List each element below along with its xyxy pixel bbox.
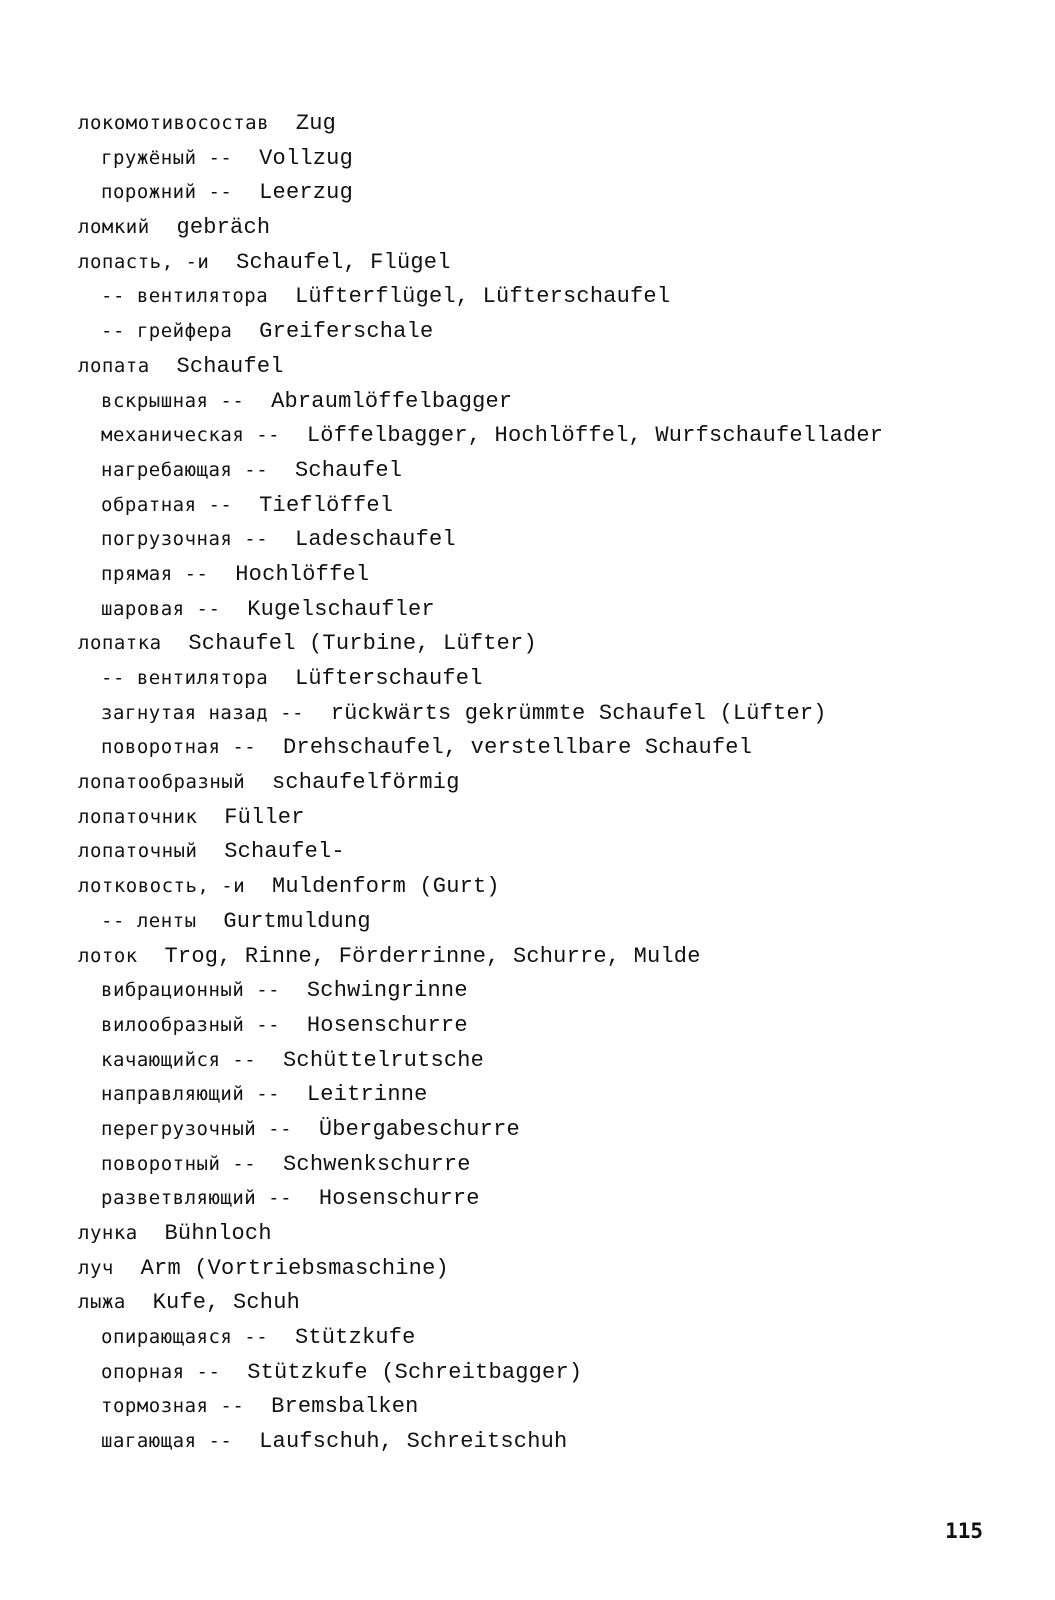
- sub-entry: [78, 1389, 1038, 1424]
- russian-phrase: поворотный --: [101, 1152, 257, 1175]
- headword-entry: [78, 245, 1038, 280]
- russian-headword: лопасть, -и: [78, 250, 210, 273]
- sub-entry: [78, 1320, 1038, 1355]
- german-translation: Lüfterschaufel: [294, 666, 483, 691]
- russian-phrase: нагребающая --: [101, 458, 269, 481]
- russian-phrase: направляющий --: [101, 1083, 281, 1106]
- headword-entry: [78, 800, 1038, 835]
- german-translation: Stützkufe: [294, 1325, 416, 1351]
- russian-headword: лотковость, -и: [78, 875, 246, 898]
- sub-entry: [78, 592, 1038, 627]
- russian-phrase: прямая --: [101, 562, 209, 585]
- german-translation: Laufschuh, Schreitschuh: [259, 1429, 568, 1455]
- russian-phrase: -- ленты: [101, 909, 197, 932]
- headword-entry: [78, 1216, 1038, 1251]
- russian-phrase: загнутая назад --: [101, 701, 304, 724]
- german-translation: schaufelförmig: [271, 770, 460, 796]
- headword-entry: [78, 834, 1038, 869]
- russian-headword: луч: [78, 1256, 114, 1279]
- sub-entry: [78, 1043, 1038, 1078]
- german-translation: Schwingrinne: [306, 978, 468, 1004]
- russian-phrase: погрузочная --: [101, 528, 269, 551]
- sub-entry: [78, 488, 1038, 523]
- sub-entry: [78, 973, 1038, 1008]
- german-translation: rückwärts gekrümmte Schaufel (Lüfter): [330, 700, 827, 726]
- german-translation: Muldenform (Gurt): [271, 874, 500, 900]
- german-translation: Gurtmuldung: [223, 908, 371, 934]
- headword-entry: [78, 1285, 1038, 1320]
- german-translation: Schüttelrutsche: [283, 1047, 485, 1073]
- german-translation: Ladeschaufel: [294, 527, 456, 553]
- german-translation: Schaufel: [294, 457, 403, 483]
- german-translation: Bremsbalken: [271, 1394, 419, 1420]
- sub-entry: [78, 1181, 1038, 1216]
- russian-phrase: -- вентилятора: [101, 285, 269, 308]
- russian-phrase: тормозная --: [101, 1395, 245, 1418]
- german-translation: Hosenschurre: [318, 1186, 480, 1212]
- german-translation: Bühnloch: [164, 1221, 272, 1246]
- german-translation: Schaufel, Flügel: [236, 249, 451, 275]
- russian-phrase: опирающаяся --: [101, 1326, 269, 1349]
- dictionary-entry-list: [78, 106, 1038, 1459]
- german-translation: Drehschaufel, verstellbare Schaufel: [283, 735, 753, 761]
- sub-entry: [78, 1147, 1038, 1182]
- russian-phrase: качающийся --: [101, 1048, 257, 1071]
- russian-phrase: обратная --: [101, 493, 233, 516]
- russian-phrase: шагающая --: [101, 1430, 233, 1453]
- russian-phrase: опорная --: [101, 1360, 221, 1383]
- sub-entry: [78, 661, 1038, 696]
- russian-phrase: порожний --: [101, 181, 233, 204]
- russian-headword: лопата: [78, 354, 150, 377]
- russian-phrase: перегрузочный --: [101, 1117, 293, 1140]
- german-translation: Arm (Vortriebsmaschine): [140, 1255, 449, 1281]
- page-number: 115: [945, 1519, 983, 1543]
- german-translation: Schwenkschurre: [283, 1151, 471, 1177]
- sub-entry: [78, 418, 1038, 453]
- russian-headword: ломкий: [78, 216, 150, 239]
- german-translation: Leitrinne: [306, 1082, 428, 1108]
- german-translation: Hochlöffel: [235, 561, 370, 587]
- headword-entry: [78, 626, 1038, 661]
- sub-entry: [78, 696, 1038, 731]
- german-translation: Kugelschaufler: [247, 596, 435, 622]
- sub-entry: [78, 1008, 1038, 1043]
- sub-entry: [78, 384, 1038, 419]
- sub-entry: [78, 904, 1038, 939]
- sub-entry: [78, 453, 1038, 488]
- sub-entry: [78, 141, 1038, 176]
- russian-phrase: вилообразный --: [101, 1013, 281, 1036]
- headword-entry: [78, 765, 1038, 800]
- russian-phrase: -- вентилятора: [101, 667, 269, 689]
- sub-entry: [78, 279, 1038, 314]
- sub-entry: [78, 1355, 1038, 1390]
- russian-headword: лыжа: [78, 1291, 126, 1314]
- german-translation: Lüfterflügel, Lüfterschaufel: [294, 284, 671, 310]
- german-translation: Zug: [295, 111, 337, 136]
- russian-phrase: -- грейфера: [101, 320, 233, 343]
- german-translation: Vollzug: [259, 145, 353, 171]
- sub-entry: [78, 1424, 1038, 1459]
- russian-phrase: гружёный --: [101, 146, 233, 169]
- headword-entry: [78, 349, 1038, 384]
- russian-phrase: поворотная --: [101, 736, 257, 759]
- russian-phrase: механическая --: [101, 424, 281, 447]
- sub-entry: [78, 730, 1038, 765]
- german-translation: Greiferschale: [259, 319, 434, 345]
- german-translation: Schaufel-: [224, 839, 345, 865]
- headword-entry: [78, 869, 1038, 904]
- german-translation: Übergabeschurre: [318, 1116, 520, 1142]
- german-translation: Schaufel (Turbine, Lüfter): [188, 631, 537, 657]
- sub-entry: [78, 1077, 1038, 1112]
- headword-entry: [78, 210, 1038, 245]
- german-translation: Stützkufe (Schreitbagger): [247, 1359, 583, 1385]
- russian-headword: лопаточный: [78, 840, 198, 863]
- sub-entry: [78, 175, 1038, 210]
- german-translation: Tieflöffel: [259, 492, 394, 518]
- sub-entry: [78, 1112, 1038, 1147]
- russian-headword: лунка: [78, 1222, 138, 1244]
- russian-headword: локомотивосостав: [78, 112, 270, 134]
- german-translation: Hosenschurre: [306, 1012, 468, 1038]
- headword-entry: [78, 939, 1038, 974]
- german-translation: Trog, Rinne, Förderrinne, Schurre, Mulde: [164, 943, 701, 969]
- german-translation: Kufe, Schuh: [152, 1290, 301, 1316]
- russian-phrase: вибрационный --: [101, 979, 281, 1002]
- russian-headword: лоток: [78, 944, 138, 967]
- headword-entry: [78, 106, 1038, 141]
- russian-phrase: вскрышная --: [101, 389, 245, 412]
- russian-phrase: шаровая --: [101, 597, 221, 620]
- german-translation: gebräch: [176, 215, 271, 241]
- german-translation: Füller: [224, 804, 305, 830]
- russian-headword: лопатообразный: [78, 771, 246, 794]
- german-translation: Abraumlöffelbagger: [271, 388, 513, 414]
- sub-entry: [78, 557, 1038, 592]
- sub-entry: [78, 314, 1038, 349]
- german-translation: Leerzug: [259, 180, 353, 206]
- sub-entry: [78, 522, 1038, 557]
- german-translation: Löffelbagger, Hochlöffel, Wurfschaufellader: [306, 423, 884, 449]
- russian-headword: лопаточник: [78, 805, 198, 828]
- russian-headword: лопатка: [78, 632, 162, 655]
- headword-entry: [78, 1251, 1038, 1286]
- russian-phrase: разветвляющий --: [101, 1187, 293, 1210]
- german-translation: Schaufel: [176, 353, 284, 379]
